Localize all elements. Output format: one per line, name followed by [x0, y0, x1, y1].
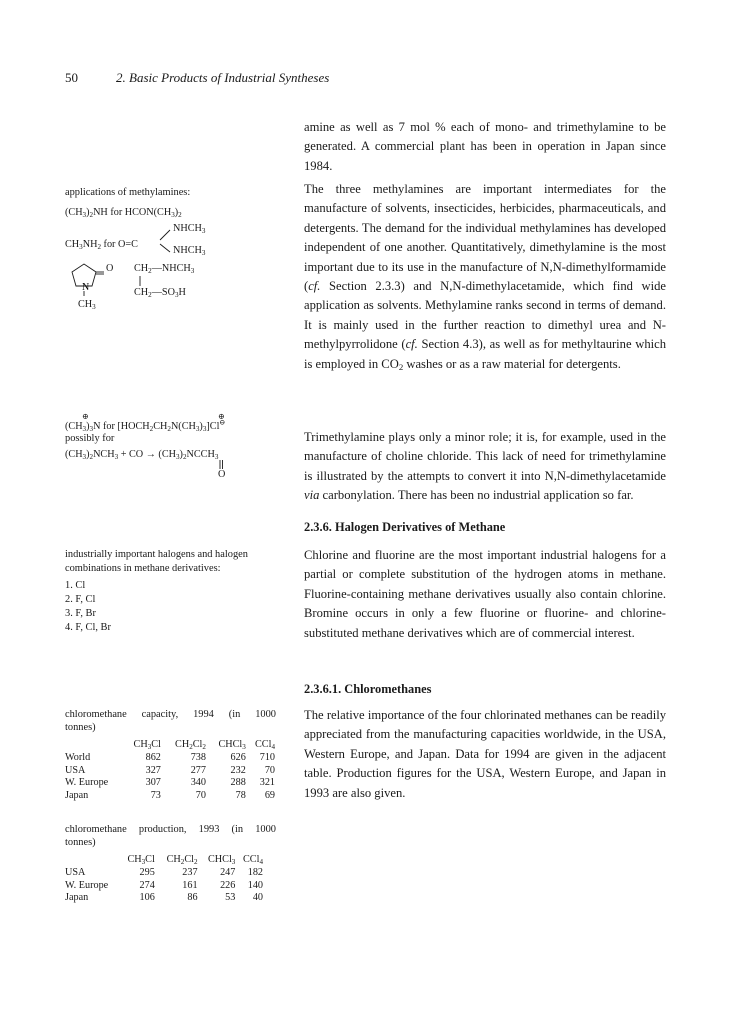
col-header: CCl$_4$ [255, 739, 275, 751]
region-cell: W. Europe [65, 777, 109, 789]
value-cell: 247 [220, 866, 236, 878]
region-cell: USA [65, 764, 86, 776]
value-cell: 70 [264, 764, 275, 776]
taurine-bond [138, 276, 142, 286]
para-2-text: The three methylamines are important intermediates for the manufacture of solvents, insecticides, herbicides, pharmaceuticals, and detergents. The demand for the individual methylamines has developed independent of one another. Quantitatively, dimethylamine is the most important due to its use in the manufacture of N,N-dimethylformamide (cf. Section 2.3.3) and N,N-dimethylacetamide, which find wide application as solvents. Methylamine ranks second in terms of demand. It is mainly used in the further reaction to dimethyl urea and N-methylpyrrolidone (cf. Section 4.3), as well as for methyltaurine which is employed in $CO_2$ washes or as a raw material for detergents. [304, 182, 667, 372]
value-cell: 86 [187, 892, 198, 904]
value-cell: 40 [252, 892, 263, 904]
col-header: CCl$_4$ [243, 854, 263, 866]
charge-plus-n: ⊕ [82, 412, 89, 421]
urea-top: $NHCH_3$ [173, 223, 206, 235]
taurine-top: $CH_2—NHCH_3$ [134, 263, 195, 275]
para-1-text: amine as well as 7 mol % each of mono- and trimethylamine to be generated. A commercial plant has been in operation in Japan since 1984. [304, 120, 666, 173]
halogen-item: 4. F, Cl, Br [65, 622, 111, 633]
svg-text:N: N [82, 282, 90, 293]
value-cell: 277 [190, 764, 206, 776]
value-cell: 73 [150, 790, 161, 802]
main-para-2 [304, 180, 666, 374]
value-cell: 274 [139, 879, 155, 891]
ma-use: $CH_3NH_2$ for O=C [65, 239, 138, 251]
para-3-text: Trimethylamine plays only a minor role; it is, for example, used in the manufacture of choline chloride. This lack of need for trimethylamine is illustrated by the attempts to convert it into N,N-dimethylacetamide via carbonylation. There has been no industrial application so far. [304, 430, 666, 503]
main-para-1 [304, 118, 666, 176]
table-row [65, 777, 275, 790]
col-header: CHCl$_3$ [218, 739, 246, 751]
value-cell: 69 [264, 790, 275, 802]
value-cell: 53 [225, 892, 236, 904]
table-row [65, 765, 275, 778]
value-cell: 307 [145, 777, 161, 789]
value-cell: 626 [230, 751, 246, 763]
region-cell: World [65, 751, 91, 763]
value-cell: 237 [182, 866, 198, 878]
pyrrolidone-oxygen: O [106, 263, 114, 274]
production-table [65, 854, 263, 905]
section-heading-halogen: 2.3.6. Halogen Derivatives of Methane [304, 520, 506, 534]
halogen-item: 1. Cl [65, 580, 86, 591]
region-cell: USA [65, 866, 86, 878]
col-header: $CH_2Cl_2$ [175, 739, 206, 751]
value-cell: 710 [259, 751, 275, 763]
halogen-title: industrially important halogens and halogen combinations in methane derivatives: [65, 549, 248, 574]
running-title: 2. Basic Products of Industrial Syntheses [116, 70, 330, 85]
table-row [65, 880, 263, 893]
main-para-4 [304, 546, 666, 643]
col-header: $CH_2Cl_2$ [166, 854, 198, 866]
carbonyl-oxygen: O [218, 469, 226, 480]
para-4-text: Chlorine and fluorine are the most important industrial halogens for a partial or complete substitution of the hydrogen atoms in methane. Fluorine-containing methane derivatives usually also contain chlorine. Bromine occurs in only a few fluorine or fluorine- and chlorine-substituted methane derivatives which are of commercial interest. [304, 548, 666, 640]
col-header: $CH_3Cl$ [133, 739, 161, 751]
capacity-title-line2: tonnes) [65, 722, 96, 733]
dma-use: $(CH_3)_2NH$ for $HCON(CH_3)_2$ [65, 207, 182, 219]
value-cell: 295 [139, 866, 155, 878]
value-cell: 226 [220, 879, 236, 891]
taurine-bottom: $CH_2—SO_3H$ [134, 287, 186, 299]
value-cell: 340 [190, 777, 206, 789]
section-heading-chloromethanes: 2.3.6.1. Chloromethanes [304, 682, 432, 696]
table-row [65, 867, 263, 880]
value-cell: 140 [247, 879, 263, 891]
value-cell: 106 [139, 892, 155, 904]
main-para-5 [304, 706, 666, 803]
carbonylation-eq: $(CH_3)_2NCH_3$ + CO → $(CH_3)_2NCCH_3$ [65, 449, 219, 461]
capacity-title-line1: chloromethane capacity, 1994 (in 1000 [65, 709, 276, 720]
possibly-for: possibly for [65, 433, 115, 444]
value-cell: 321 [259, 777, 275, 789]
halogen-item: 3. F, Br [65, 608, 96, 619]
charge-plus-n2: ⊕ [218, 412, 225, 421]
urea-bottom: $NHCH_3$ [173, 245, 206, 257]
value-cell: 232 [230, 764, 246, 776]
tma-use: $(CH_3)_3N$ for $[HOCH_2CH_2N(CH_3)_3]Cl^⊖$ [65, 418, 226, 433]
value-cell: 70 [195, 790, 206, 802]
table-header-row [65, 739, 275, 752]
capacity-table [65, 739, 275, 803]
col-header: $CH_3Cl$ [127, 854, 155, 866]
page-number: 50 [65, 70, 78, 85]
table-row [65, 790, 275, 803]
region-cell: Japan [65, 790, 89, 802]
value-cell: 161 [182, 879, 198, 891]
value-cell: 862 [145, 751, 161, 763]
region-cell: W. Europe [65, 879, 109, 891]
value-cell: 78 [235, 790, 246, 802]
main-para-3 [304, 428, 666, 506]
value-cell: 327 [145, 764, 161, 776]
table-row [65, 892, 263, 905]
region-cell: Japan [65, 892, 89, 904]
value-cell: 182 [247, 866, 263, 878]
halogen-list [65, 579, 111, 635]
table-header-row [65, 854, 263, 867]
value-cell: 288 [230, 777, 246, 789]
applications-title: applications of methylamines: [65, 187, 191, 198]
halogen-item: 2. F, Cl [65, 594, 96, 605]
para-5-text: The relative importance of the four chlorinated methanes can be readily appreciated from the manufacturing capacities worldwide, in the USA, Western Europe, and Japan. Data for 1994 are given in the adjacent table. Production figures for the USA, Western Europe, and Japan in 1993 are also given. [304, 708, 666, 800]
table-row [65, 752, 275, 765]
production-title-line2: tonnes) [65, 837, 96, 848]
value-cell: 738 [190, 751, 206, 763]
col-header: CHCl$_3$ [208, 854, 236, 866]
nmp-methyl: $CH_3$ [78, 299, 96, 311]
production-title-line1: chloromethane production, 1993 (in 1000 [65, 824, 276, 835]
